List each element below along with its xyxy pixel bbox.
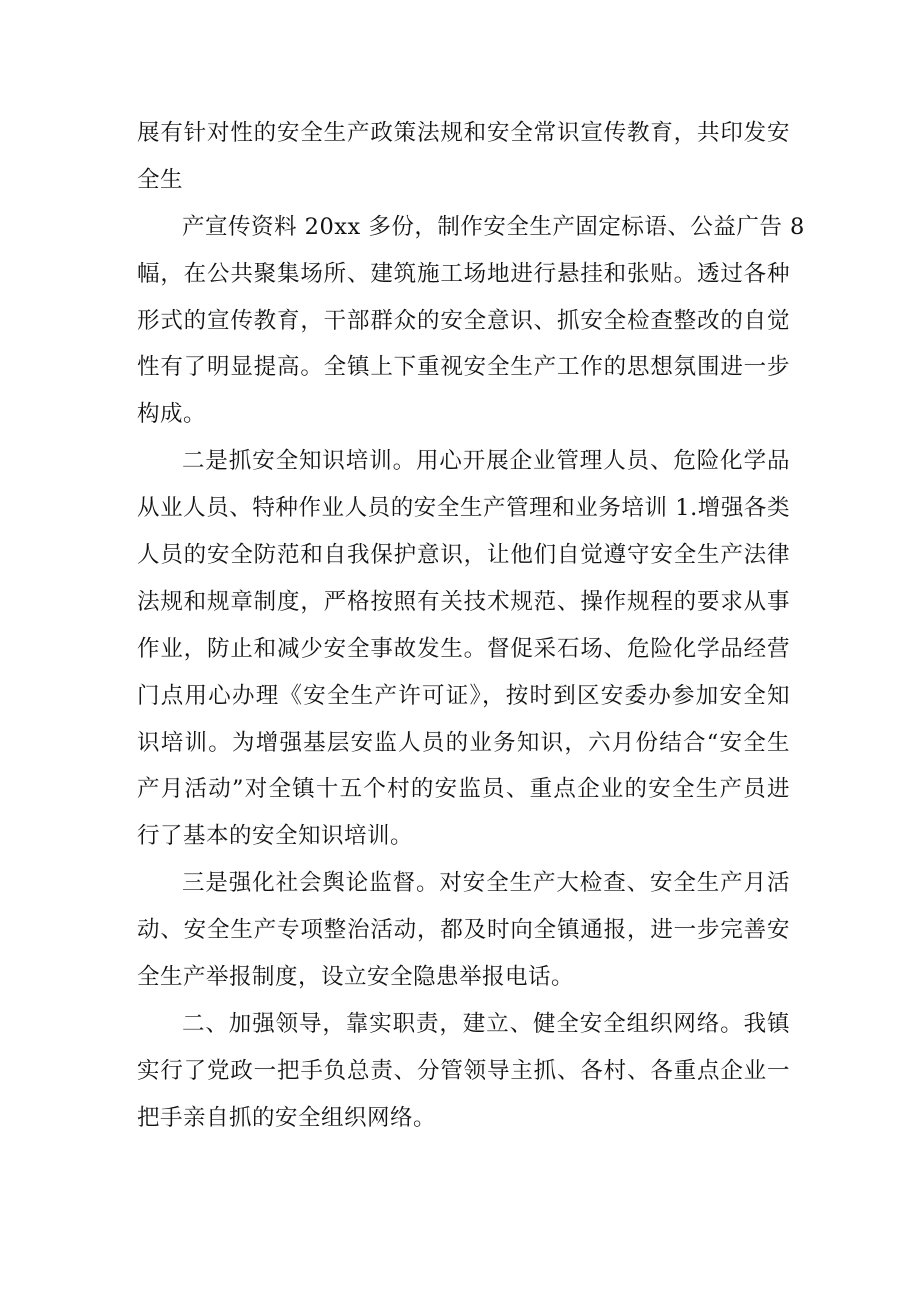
paragraph-5 [137, 1001, 790, 1142]
text-line: 作业，防止和减少安全事故发生。督促采石场、危险化学品经营 [137, 635, 790, 662]
paragraph-3 [137, 438, 790, 860]
text-line: 幅，在公共聚集场所、建筑施工场地进行悬挂和张贴。透过各种 [137, 260, 790, 287]
text-line: 人员的安全防范和自我保护意识，让他们自觉遵守安全生产法律 [137, 542, 790, 569]
text-line: 产月活动”对全镇十五个村的安监员、重点企业的安全生产员进 [137, 776, 790, 803]
text-line: 构成。 [137, 401, 207, 428]
text-line: 二、加强领导，靠实职责，建立、健全安全组织网络。我镇 [182, 1010, 790, 1037]
paragraph-1 [137, 110, 790, 204]
text-line: 展有针对性的安全生产政策法规和安全常识宣传教育，共印发安 [137, 120, 790, 146]
text-line: 二是抓安全知识培训。用心开展企业管理人员、危险化学品 [182, 448, 790, 475]
text-line: 动、安全生产专项整治活动，都及时向全镇通报，进一步完善安 [137, 917, 790, 944]
text-line: 实行了党政一把手负总责、分管领导主抓、各村、各重点企业一 [137, 1057, 790, 1084]
text-line: 产宣传资料 20xx 多份，制作安全生产固定标语、公益广告 8 [182, 213, 805, 240]
text-line: 门点用心办理《安全生产许可证》，按时到区安委办参加安全知 [137, 682, 790, 709]
paragraph-2 [137, 204, 805, 438]
text-line: 把手亲自抓的安全组织网络。 [137, 1104, 437, 1131]
document-body [137, 110, 805, 1142]
paragraph-4 [137, 860, 790, 1001]
text-line: 性有了明显提高。全镇上下重视安全生产工作的思想氛围进一步 [137, 354, 790, 381]
text-line: 法规和规章制度，严格按照有关技术规范、操作规程的要求从事 [137, 588, 790, 615]
text-line: 全生产举报制度，设立安全隐患举报电话。 [137, 964, 575, 991]
text-line: 行了基本的安全知识培训。 [137, 823, 414, 850]
text-line: 三是强化社会舆论监督。对安全生产大检查、安全生产月活 [182, 870, 790, 897]
text-line: 识培训。为增强基层安监人员的业务知识，六月份结合“安全生 [137, 729, 790, 756]
text-line: 从业人员、特种作业人员的安全生产管理和业务培训 1.增强各类 [137, 495, 790, 522]
text-line: 全生 [137, 166, 184, 193]
text-line: 形式的宣传教育，干部群众的安全意识、抓安全检查整改的自觉 [137, 307, 790, 334]
